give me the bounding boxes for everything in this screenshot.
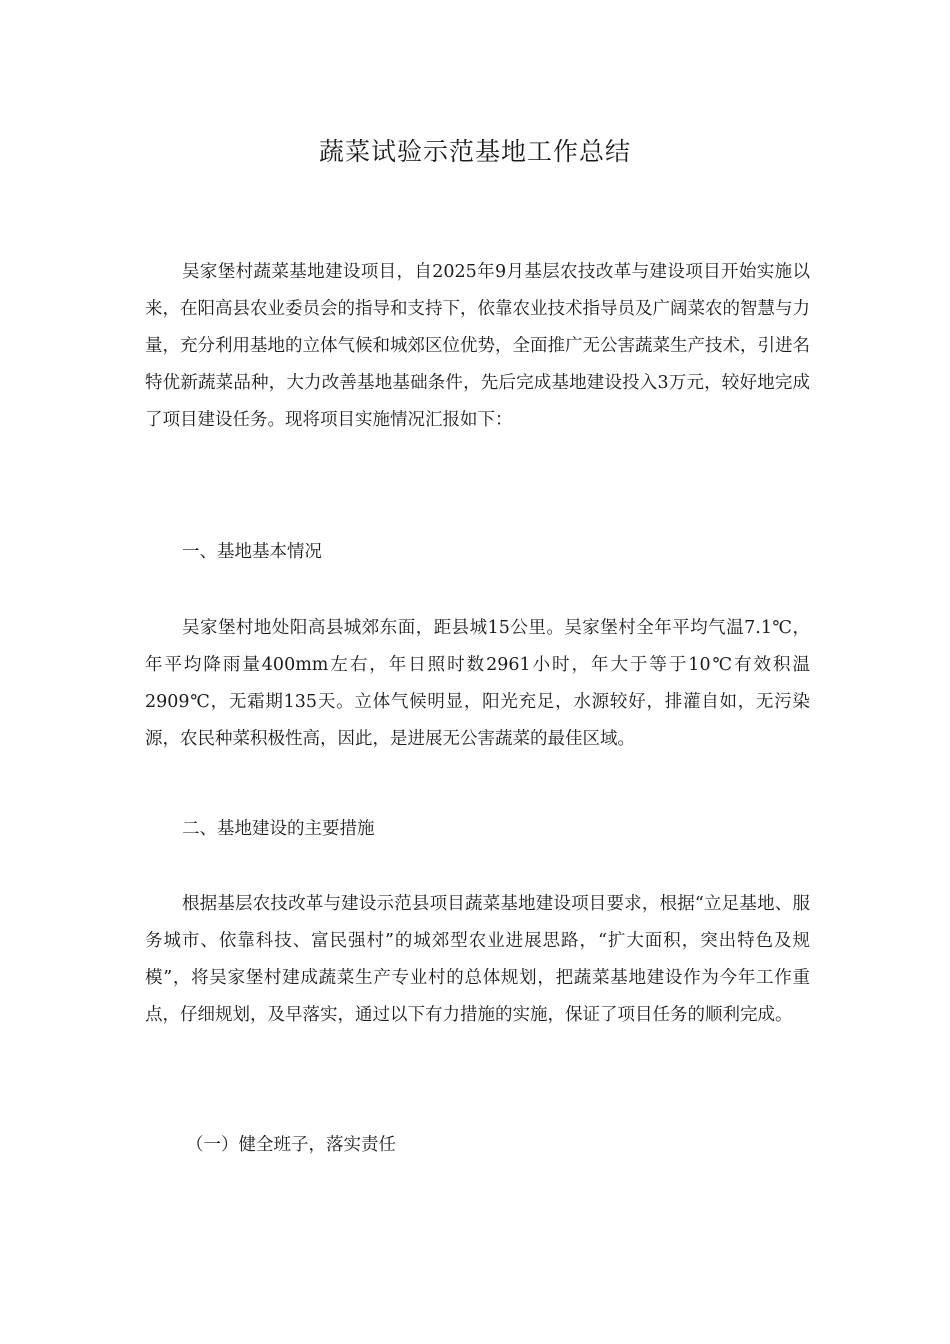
- intro-paragraph: 吴家堡村蔬菜基地建设项目，自2025年9月基层农技改革与建设项目开始实施以来，在阳高县农业委员会的指导和支持下，依靠农业技术指导员及广阔菜农的智慧与力量，充分利用基地的立体气候和城郊区位优势，全面推广无公害蔬菜生产技术，引进名特优新蔬菜品种，大力改善基地基础条件，先后完成基地建设投入3万元，较好地完成了项目建设任务。现将项目实施情况汇报如下：: [145, 262, 810, 430]
- section-heading-main-measures: 二、基地建设的主要措施: [182, 819, 375, 839]
- subsection-heading-team: （一）健全班子，落实责任: [186, 1135, 396, 1155]
- main-measures-paragraph: 根据基层农技改革与建设示范县项目蔬菜基地建设项目要求，根据“立足基地、服务城市、依靠科技、富民强村”的城郊型农业进展思路，“扩大面积，突出特色及规模”，将吴家堡村建成蔬菜生产专业村的总体规划，把蔬菜基地建设作为今年工作重点，仔细规划，及早落实，通过以下有力措施的实施，保证了项目任务的顺利完成。: [145, 894, 810, 1025]
- section-heading-basic-info: 一、基地基本情况: [182, 542, 322, 562]
- basic-info-paragraph: 吴家堡村地处阳高县城郊东面，距县城15公里。吴家堡村全年平均气温7.1℃，年平均降雨量400mm左右，年日照时数2961小时，年大于等于10℃有效积温2909℃，无霜期135天。立体气候明显，阳光充足，水源较好，排灌自如，无污染源，农民种菜积极性高，因此，是进展无公害蔬菜的最佳区域。: [145, 618, 810, 749]
- document-title: 蔬菜试验示范基地工作总结: [318, 137, 631, 166]
